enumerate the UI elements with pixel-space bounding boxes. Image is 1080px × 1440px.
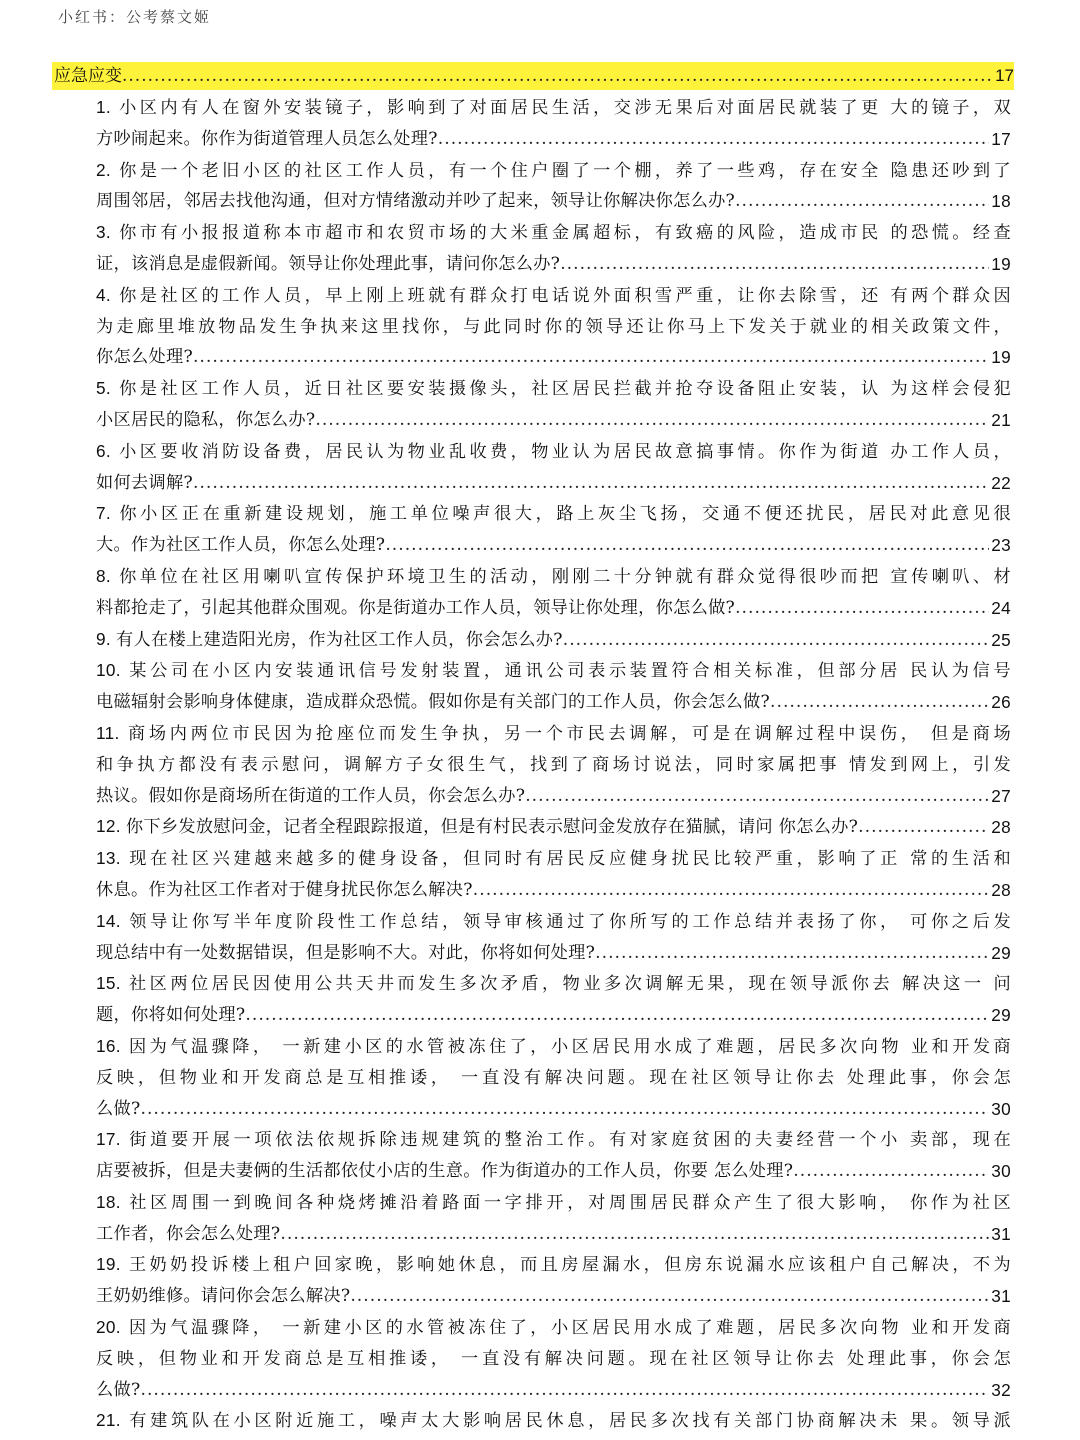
entry-number: 11.	[96, 722, 128, 743]
entry-last-line	[96, 124, 1011, 155]
entry-text-line: 21. 有建筑队在小区附近施工，噪声太大影响居民休息，居民多次找有关部门协商解决未 果。领导派	[96, 1410, 1011, 1432]
toc-entry[interactable]	[96, 968, 1011, 1031]
entry-text-line: 5. 你是社区工作人员，近日社区要安装摄像头，社区居民拦截并抢夺设备阻止安装，认 为这样会侵犯	[96, 378, 1012, 400]
entry-text-line: 为走廊里堆放物品发生争执来这里找你，与此同时你的领导还让你马上下发关于就业的相关政策文件，	[96, 316, 1011, 337]
toc-entry[interactable]	[96, 1312, 1011, 1405]
leader-dots	[245, 1000, 989, 1031]
leader-dots	[438, 124, 990, 155]
entry-page-number: 21	[991, 409, 1011, 430]
leader-dots	[350, 1281, 989, 1312]
entry-number: 12.	[96, 816, 126, 837]
entry-number: 10.	[96, 660, 130, 681]
toc-entry[interactable]	[96, 217, 1011, 280]
entry-tail-text: 证，该消息是虚假新闻。领导让你处理此事，请问你怎么办?	[96, 253, 561, 274]
entry-text-line: 19. 王奶奶投诉楼上租户回家晚，影响她休息，而且房屋漏水，但房东说漏水应该租户自己解决，不为	[96, 1254, 1011, 1276]
leader-dots	[735, 593, 989, 624]
entry-last-line	[96, 811, 1011, 843]
toc-entry[interactable]	[96, 1187, 1011, 1250]
entry-last-line	[96, 530, 1011, 561]
leader-dots	[595, 938, 989, 969]
leader-dots	[141, 1375, 990, 1406]
entry-tail-text: 小区居民的隐私，你怎么办?	[96, 409, 316, 430]
watermark: 小红书：公考蔡文姬	[58, 8, 212, 26]
entry-text-line: 3. 你市有小报报道称本市超市和农贸市场的大米重金属超标，有致癌的风险，造成市民 的恐慌。经查	[96, 222, 1012, 244]
leader-dots	[560, 249, 989, 280]
entry-last-line	[96, 1094, 1011, 1125]
entry-tail-text: 题，你将如何处理?	[96, 1005, 246, 1026]
entry-text-line: 反映，但物业和开发商总是互相推诿， 一直没有解决问题。现在社区领导让你去 处理此事，你会怎	[96, 1348, 1011, 1369]
entry-text-line: 反映，但物业和开发商总是互相推诿， 一直没有解决问题。现在社区领导让你去 处理此事，你会怎	[96, 1067, 1011, 1088]
entry-last-line	[96, 1281, 1011, 1312]
leader-dots	[193, 342, 989, 373]
entry-text-line: 6. 小区要收消防设备费，居民认为物业乱收费，物业认为居民故意搞事情。你作为街道 办工作人员，	[96, 440, 1012, 462]
entry-number: 16.	[96, 1035, 130, 1056]
entry-tail-text: 休息。作为社区工作者对于健身扰民你怎么解决?	[96, 879, 473, 900]
entry-text-line: 16. 因为气温骤降， 一新建小区的水管被冻住了，小区居民用水成了难题，居民多次向物 业和开发商	[96, 1035, 1011, 1057]
entry-number: 21.	[96, 1410, 130, 1431]
leader-dots	[735, 186, 989, 217]
entry-number: 6.	[96, 440, 120, 461]
entry-tail-text: 如何去调解?	[96, 472, 193, 493]
entry-page-number: 19	[991, 253, 1011, 274]
entry-tail-text: 热议。假如你是商场所在街道的工作人员，你会怎么办?	[96, 785, 526, 806]
entry-number: 20.	[96, 1317, 130, 1338]
entry-last-line	[96, 593, 1011, 624]
entry-tail-text: 电磁辐射会影响身体健康，造成群众恐慌。假如你是有关部门的工作人员，你会怎么做?	[96, 692, 771, 713]
leader-dots	[315, 405, 989, 436]
entry-text-line: 2. 你是一个老旧小区的社区工作人员，有一个住户圈了一个棚，养了一些鸡，存在安全 隐患还吵到了	[96, 159, 1012, 181]
entry-last-line	[96, 687, 1011, 718]
entry-last-line	[96, 1219, 1011, 1250]
entry-page-number: 19	[991, 347, 1011, 368]
leader-dots	[858, 812, 989, 843]
leader-dots	[122, 62, 993, 90]
entry-text-line: 7. 你小区正在重新建设规划，施工单位噪声很大，路上灰尘飞扬，交通不便还扰民，居民对此意见很	[96, 503, 1011, 525]
section-title: 应急应变	[54, 66, 122, 86]
entry-tail-text: 王奶奶维修。请问你会怎么解决?	[96, 1286, 351, 1307]
entry-number: 2.	[96, 159, 120, 180]
entry-tail-text: 么做?	[96, 1098, 141, 1119]
toc-entry[interactable]	[96, 561, 1011, 624]
toc-entry[interactable]	[96, 373, 1011, 436]
entry-last-line	[96, 1000, 1011, 1031]
entry-tail-text: 工作者，你会怎么处理?	[96, 1223, 281, 1244]
entry-tail-text: 方吵闹起来。你作为街道管理人员怎么处理?	[96, 128, 438, 149]
toc-entry[interactable]	[96, 1249, 1011, 1312]
toc-entry[interactable]	[96, 624, 1011, 656]
toc-entry[interactable]	[96, 155, 1011, 218]
toc-entry[interactable]	[96, 92, 1011, 155]
toc-entry[interactable]	[96, 843, 1011, 906]
entry-page-number: 27	[991, 785, 1011, 806]
toc-entry[interactable]	[96, 1405, 1011, 1437]
entry-tail-text: 周围邻居，邻居去找他沟通，但对方情绪激动并吵了起来，领导让你解决你怎么办?	[96, 191, 736, 212]
entry-tail-text: 料都抢走了，引起其他群众围观。你是街道办工作人员，领导让你处理，你怎么做?	[96, 597, 736, 618]
entry-page-number: 17	[991, 128, 1011, 149]
entry-text-line: 13. 现在社区兴建越来越多的健身设备，但同时有居民反应健身扰民比较严重，影响了正 常的生活和	[96, 848, 1011, 870]
entry-last-line	[96, 1156, 1011, 1187]
entry-text-line: 11. 商场内两位市民因为抢座位而发生争执，另一个市民去调解，可是在调解过程中误伤， 但是商场	[96, 722, 1011, 744]
entry-tail-text: 么做?	[96, 1379, 141, 1400]
entry-number: 9.	[96, 628, 117, 649]
entry-page-number: 25	[991, 629, 1011, 650]
toc-entry[interactable]	[96, 906, 1011, 969]
entry-number: 15.	[96, 973, 130, 994]
entry-text-line: 10. 某公司在小区内安装通讯信号发射装置，通讯公司表示装置符合相关标准，但部分居 民认为信号	[96, 660, 1011, 682]
toc-entry[interactable]	[96, 1124, 1011, 1187]
entry-number: 4.	[96, 284, 120, 305]
leader-dots	[385, 530, 989, 561]
toc-entry[interactable]	[96, 1031, 1011, 1124]
leader-dots	[770, 687, 989, 718]
entry-page-number: 29	[991, 1005, 1011, 1026]
entry-page-number: 23	[991, 535, 1011, 556]
section-page-number: 17	[995, 66, 1014, 85]
entry-last-line	[96, 468, 1011, 499]
entry-tail-text: 店要被拆，但是夫妻俩的生活都依仗小店的生意。作为街道办的工作人员，你要 怎么处理?	[96, 1161, 794, 1182]
entry-number: 7.	[96, 503, 120, 524]
entry-page-number: 30	[991, 1098, 1011, 1119]
entry-text-line: 和争执方都没有表示慰问，调解方子女很生气，找到了商场讨说法，同时家属把事 情发到网上，引发	[96, 754, 1011, 775]
entry-tail-text: 你下乡发放慰问金，记者全程跟踪报道，但是有村民表示慰问金发放存在猫腻，请问 你怎么办?	[125, 817, 859, 838]
entry-page-number: 29	[991, 942, 1011, 963]
entry-number: 13.	[96, 848, 130, 869]
entry-last-line	[96, 405, 1011, 436]
entry-number: 3.	[96, 222, 120, 243]
entry-page-number: 31	[991, 1223, 1011, 1244]
entry-page-number: 24	[991, 597, 1011, 618]
entry-number: 18.	[96, 1191, 130, 1212]
entry-page-number: 28	[991, 879, 1011, 900]
toc-entry[interactable]	[96, 436, 1011, 499]
entry-tail-text: 大。作为社区工作人员，你怎么处理?	[96, 535, 386, 556]
leader-dots	[141, 1094, 990, 1125]
leader-dots	[280, 1219, 989, 1250]
entry-last-line	[96, 624, 1011, 656]
entry-page-number: 22	[991, 472, 1011, 493]
leader-dots	[525, 781, 989, 812]
entry-tail-text: 你怎么处理?	[96, 347, 193, 368]
entry-page-number: 28	[991, 817, 1011, 838]
entry-page-number: 32	[991, 1379, 1011, 1400]
entry-last-line	[96, 342, 1011, 373]
entry-last-line	[96, 186, 1011, 217]
toc-entry[interactable]	[96, 655, 1011, 718]
entry-number: 14.	[96, 910, 130, 931]
entry-number: 19.	[96, 1254, 129, 1275]
entry-text-line: 17. 街道要开展一项依法依规拆除违规建筑的整治工作。有对家庭贫困的夫妻经营一个小 卖部，现在	[96, 1129, 1011, 1151]
entry-page-number: 26	[991, 692, 1011, 713]
entry-last-line	[96, 875, 1011, 906]
leader-dots	[193, 468, 989, 499]
toc-entry[interactable]	[96, 498, 1011, 561]
entry-page-number: 18	[991, 191, 1011, 212]
toc-entry[interactable]	[96, 811, 1011, 843]
leader-dots	[563, 625, 990, 656]
entry-number: 8.	[96, 565, 120, 586]
entry-text-line: 20. 因为气温骤降， 一新建小区的水管被冻住了，小区居民用水成了难题，居民多次向物 业和开发商	[96, 1317, 1011, 1339]
leader-dots	[793, 1156, 989, 1187]
entry-page-number: 30	[991, 1161, 1011, 1182]
entry-number: 17.	[96, 1129, 130, 1150]
entry-text-line: 8. 你单位在社区用喇叭宣传保护环境卫生的活动，刚刚二十分钟就有群众觉得很吵而把 宣传喇叭、材	[96, 565, 1012, 587]
entry-last-line	[96, 938, 1011, 969]
entry-text-line: 1. 小区内有人在窗外安装镜子，影响到了对面居民生活，交涉无果后对面居民就装了更 大的镜子，双	[96, 97, 1012, 118]
entry-text-line: 18. 社区周围一到晚间各种烧烤摊沿着路面一字排开，对周围居民群众产生了很大影响， 你作为社区	[96, 1191, 1011, 1213]
toc-section-heading[interactable]	[52, 62, 1014, 90]
entry-text-line: 14. 领导让你写半年度阶段性工作总结，领导审核通过了你所写的工作总结并表扬了你， 可你之后发	[96, 910, 1011, 932]
entry-last-line	[96, 781, 1011, 812]
toc-entry[interactable]	[96, 718, 1011, 811]
entry-last-line	[96, 1375, 1011, 1406]
leader-dots	[473, 875, 990, 906]
entry-page-number: 31	[991, 1286, 1011, 1307]
toc-list	[96, 92, 1011, 1437]
entry-text-line: 15. 社区两位居民因使用公共天井而发生多次矛盾，物业多次调解无果，现在领导派你去 解决这一 问	[96, 973, 1011, 995]
entry-tail-text: 现总结中有一处数据错误，但是影响不大。对此，你将如何处理?	[96, 942, 596, 963]
entry-last-line	[96, 249, 1011, 280]
entry-tail-text: 有人在楼上建造阳光房，作为社区工作人员，你会怎么办?	[116, 629, 563, 650]
entry-number: 1.	[96, 97, 120, 117]
entry-number: 5.	[96, 378, 120, 399]
toc-entry[interactable]	[96, 280, 1011, 373]
entry-text-line: 4. 你是社区的工作人员，早上刚上班就有群众打电话说外面积雪严重，让你去除雪，还 有两个群众因	[96, 284, 1012, 306]
